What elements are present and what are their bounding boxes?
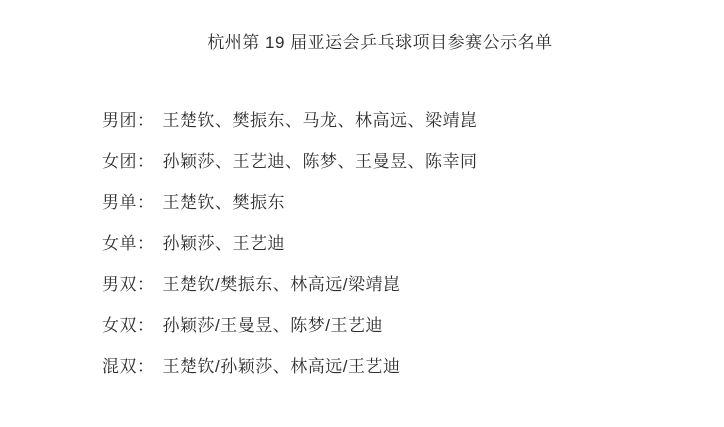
event-label: 女团： [102,152,155,171]
player-names: 孙颖莎/王曼昱、陈梦/王艺迪 [162,316,383,335]
roster-row-mens-doubles [102,264,724,305]
roster-row-womens-singles [102,223,724,264]
player-names: 王楚钦/樊振东、林高远/梁靖崑 [162,275,401,294]
player-names: 王楚钦、樊振东、马龙、林高远、梁靖崑 [162,111,478,130]
roster-list [102,100,724,387]
event-label: 女双： [102,316,155,335]
roster-row-womens-team [102,141,724,182]
roster-row-mens-team [102,100,724,141]
roster-row-mens-singles [102,182,724,223]
event-label: 男单： [102,193,155,212]
player-names: 王楚钦/孙颖莎、林高远/王艺迪 [162,357,401,376]
player-names: 孙颖莎、王艺迪、陈梦、王曼昱、陈幸同 [162,152,478,171]
event-label: 男团： [102,111,155,130]
player-names: 孙颖莎、王艺迪 [162,234,285,253]
event-label: 女单： [102,234,155,253]
event-label: 混双： [102,357,155,376]
page-title: 杭州第 19 届亚运会乒乓球项目参赛公示名单 [207,33,553,52]
player-names: 王楚钦、樊振东 [162,193,285,212]
roster-row-womens-doubles [102,305,724,346]
event-label: 男双： [102,275,155,294]
roster-row-mixed-doubles [102,346,724,387]
